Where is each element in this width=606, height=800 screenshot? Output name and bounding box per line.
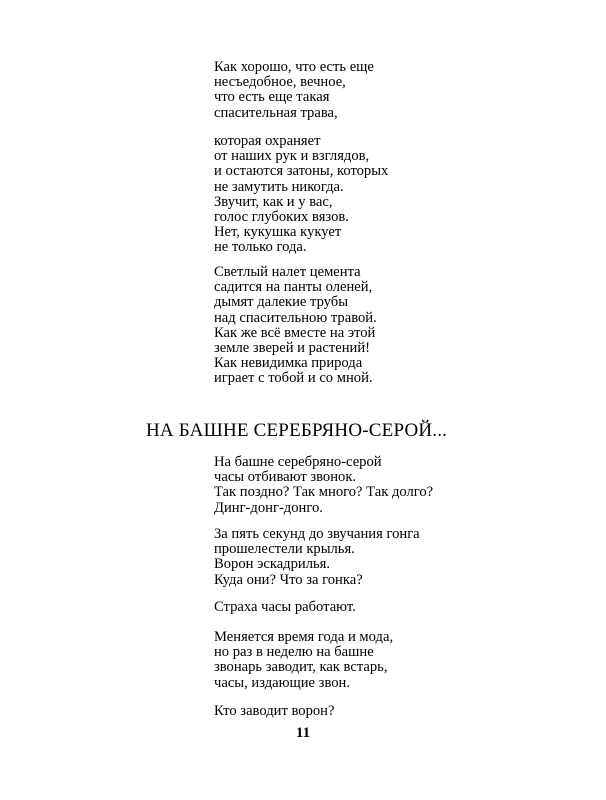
verse-line: садится на панты оленей, [214, 279, 373, 296]
verse-line: дымят далекие трубы [214, 294, 349, 311]
verse-line: что есть еще такая [214, 89, 330, 106]
verse-line: Так поздно? Так много? Так долго? [214, 484, 434, 501]
verse-line: которая охраняет [214, 133, 321, 149]
verse-line: спасительная трава, [214, 104, 338, 121]
verse-line: над спасительною травой. [214, 309, 377, 326]
page-number: 11 [295, 725, 311, 741]
verse-line: Как же всё вместе на этой [214, 324, 376, 341]
verse-line: часы отбивают звонок. [214, 469, 357, 486]
poem1-stanza-1 [214, 60, 374, 121]
verse-line: За пять секунд до звучания гонга [214, 526, 420, 542]
verse-line: Кто заводит ворон? [214, 703, 335, 719]
verse-line: играет с тобой и со мной. [214, 370, 373, 387]
poem2-stanza-4 [214, 630, 393, 691]
poem2-stanza-2 [214, 527, 420, 588]
poem-title: НА БАШНЕ СЕРЕБРЯНО-СЕРОЙ... [146, 420, 448, 441]
verse-line: Светлый налет цемента [214, 264, 361, 280]
poem2-stanza-3 [214, 600, 356, 615]
poem1-stanza-3 [214, 265, 377, 387]
verse-line: не только года. [214, 239, 307, 256]
verse-line: голос глубоких вязов. [214, 209, 349, 226]
verse-line: земле зверей и растений! [214, 340, 371, 357]
verse-line: звонарь заводит, как встарь, [214, 659, 388, 676]
verse-line: Как невидимка природа [214, 355, 363, 372]
verse-line: но раз в неделю на башне [214, 644, 374, 661]
verse-line: Ворон эскадрилья. [214, 556, 331, 573]
verse-line: На башне серебряно-серой [214, 454, 382, 470]
verse-line: Страха часы работают. [214, 599, 356, 615]
verse-line: Как хорошо, что есть еще [214, 59, 374, 75]
verse-line: Нет, кукушка кукует [214, 224, 342, 241]
verse-line: Звучит, как и у вас, [214, 193, 333, 210]
verse-line: несъедобное, вечное, [214, 74, 346, 91]
verse-line: и остаются затоны, которых [214, 163, 389, 180]
verse-line: прошелестели крылья. [214, 541, 355, 558]
verse-line: Динг-донг-донго. [214, 499, 323, 516]
poem2-stanza-1 [214, 455, 433, 516]
verse-line: часы, издающие звон. [214, 674, 350, 691]
poem1-stanza-2 [214, 134, 388, 256]
verse-line: Куда они? Что за гонка? [214, 571, 363, 588]
verse-line: от наших рук и взглядов, [214, 148, 370, 165]
poem2-stanza-5 [214, 704, 334, 719]
verse-line: не замутить никогда. [214, 178, 344, 195]
verse-line: Меняется время года и мода, [214, 629, 394, 645]
